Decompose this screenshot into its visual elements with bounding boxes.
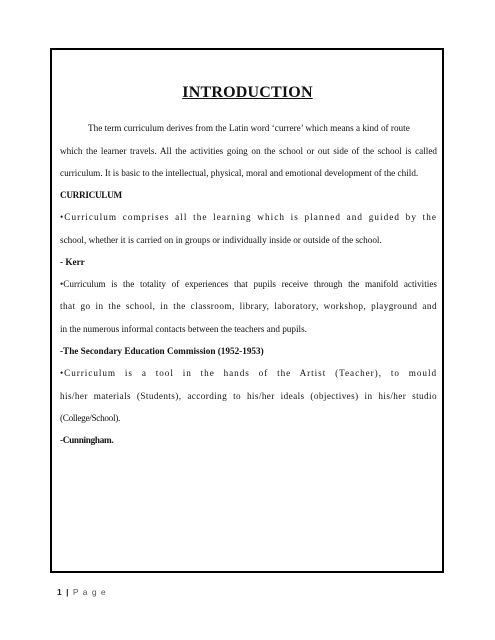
definition-source: - Kerr — [60, 257, 85, 267]
definition-line: his/her materials (Students), according to his/her ideals (objectives) in his/her studio — [60, 391, 437, 401]
page-number: 1 — [57, 587, 62, 597]
definition-line: •Curriculum is the totality of experiences that pupils receive through the manifold activities — [60, 279, 437, 289]
definition-source: -Cunningham. — [60, 435, 114, 445]
definition-line: that go in the school, in the classroom, library, laboratory, workshop, playground and — [60, 301, 437, 311]
intro-line: curriculum. It is basic to the intellectual, physical, moral and emotional development of the child. — [60, 168, 419, 178]
section-title: CURRICULUM — [60, 190, 122, 200]
definition-line: (College/School). — [60, 413, 120, 423]
page-label: P a g e — [72, 587, 107, 597]
definition-source: -The Secondary Education Commission (1952-1953) — [60, 346, 264, 356]
page-title: INTRODUCTION — [182, 84, 313, 101]
definition-line: •Curriculum comprises all the learning which is planned and guided by the — [60, 212, 437, 222]
footer-separator: | — [66, 587, 69, 597]
definition-line: school, whether it is carried on in groups or individually inside or outside of the school. — [60, 235, 382, 245]
intro-line: which the learner travels. All the activities going on the school or out side of the school is called — [60, 146, 437, 156]
page-footer — [57, 587, 107, 597]
intro-line: The term curriculum derives from the Latin word ‘currere’ which means a kind of route — [88, 123, 410, 133]
definition-line: in the numerous informal contacts between the teachers and pupils. — [60, 324, 307, 334]
definition-line: •Curriculum is a tool in the hands of the Artist (Teacher), to mould — [60, 368, 437, 378]
